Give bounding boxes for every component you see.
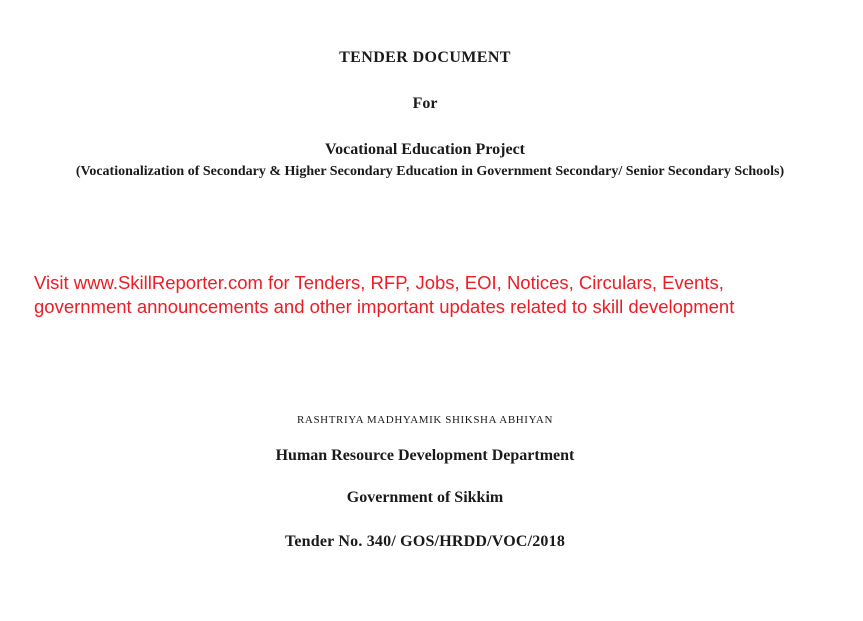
- programme-name: RASHTRIYA MADHYAMIK SHIKSHA ABHIYAN: [296, 414, 553, 426]
- government-name: Government of Sikkim: [346, 489, 504, 506]
- project-subtitle: (Vocationalization of Secondary & Higher Secondary Education in Government Secondary/ Senior Secondary Schools): [75, 164, 785, 179]
- for-label: For: [412, 95, 438, 112]
- project-name: Vocational Education Project: [325, 141, 525, 158]
- promo-notice-line-1: Visit www.SkillReporter.com for Tenders, RFP, Jobs, EOI, Notices, Circulars, Events,: [34, 272, 724, 293]
- department-name: Human Resource Development Department: [275, 447, 575, 464]
- tender-number: Tender No. 340/ GOS/HRDD/VOC/2018: [284, 533, 566, 550]
- promo-notice-line-2: government announcements and other important updates related to skill development: [34, 296, 735, 317]
- promo-notice: [34, 271, 862, 319]
- document-title: TENDER DOCUMENT: [339, 49, 511, 66]
